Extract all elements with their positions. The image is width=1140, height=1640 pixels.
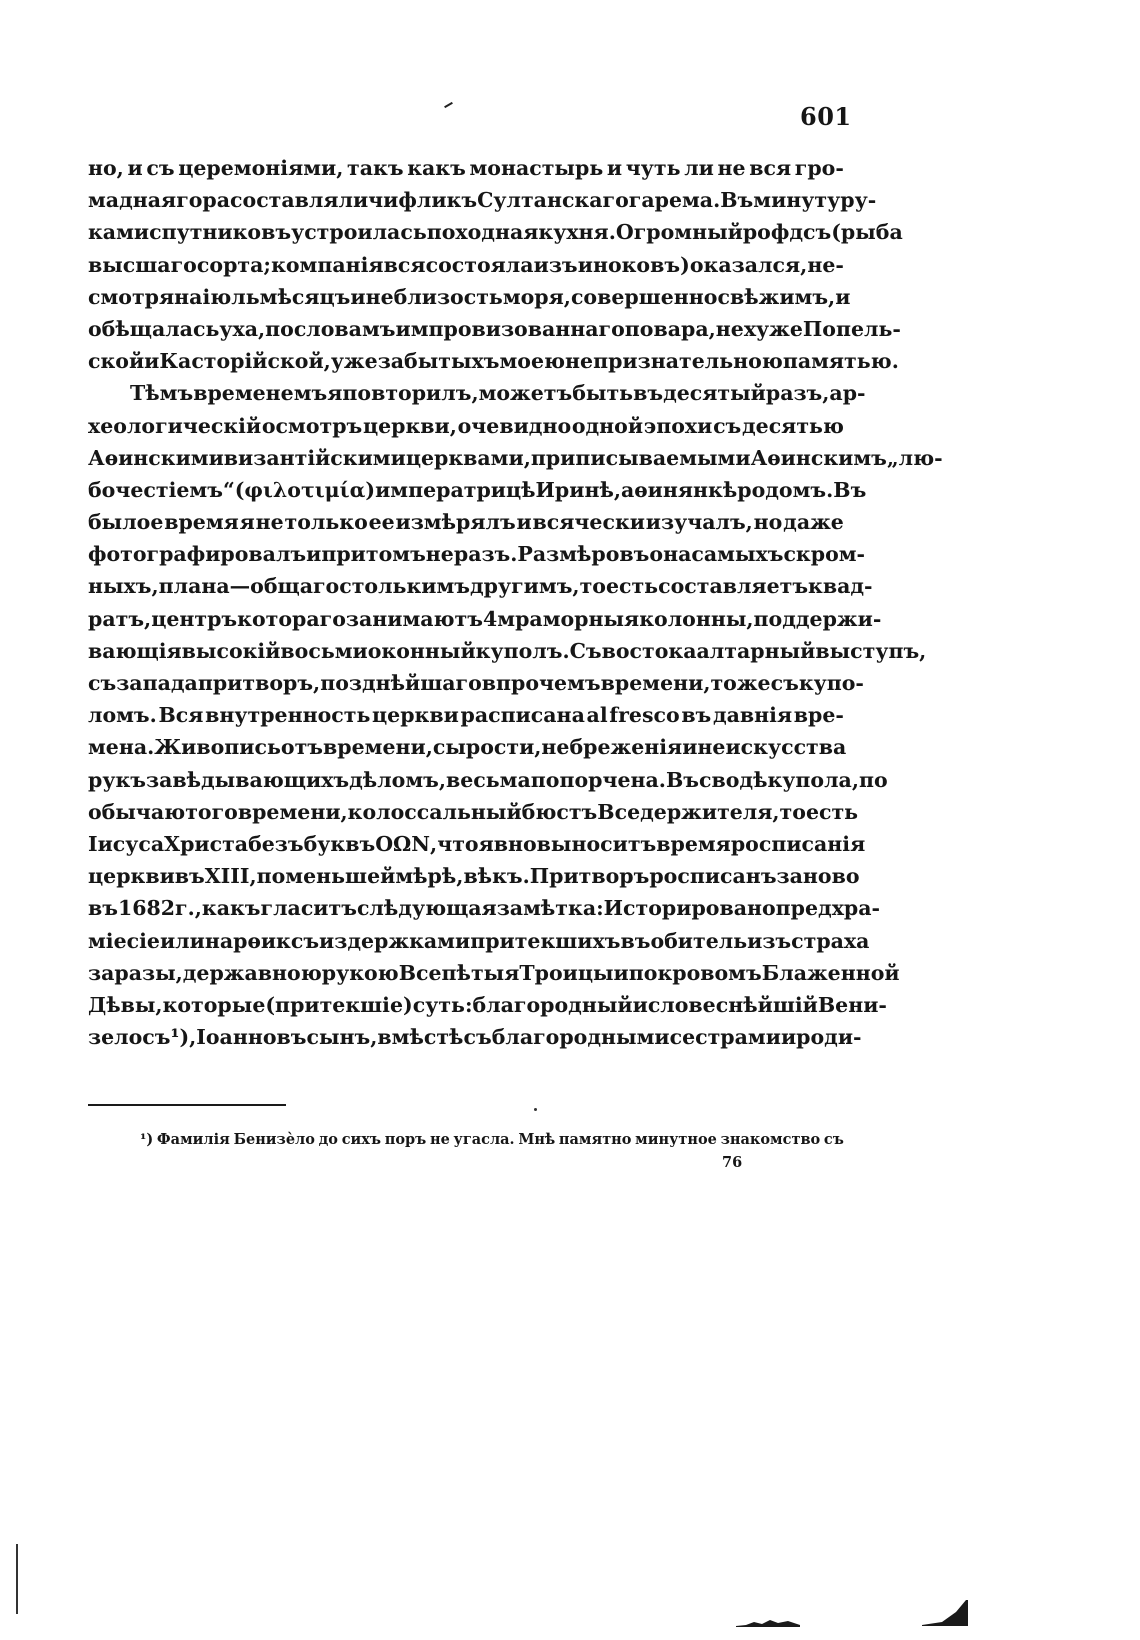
text-line: ныхъ, плана — общаго столькимъ другимъ, то есть составляетъ квад- [88, 574, 873, 599]
text-line: міе сіе или нарѳиксъ издержками притекшихъ въ обитель изъ страха [88, 928, 870, 953]
text-line: но, и съ церемоніями, такъ какъ монастырь и чуть ли не вся гро- [88, 156, 844, 180]
text-line: ками спутниковъ устроилась походная кухня. Огромный рофдсъ (рыба [88, 220, 903, 245]
text-line: обычаю того времени, колоссальный бюстъ Вседержителя, то есть [88, 799, 859, 824]
text-line: высшаго сорта; компанія вся состояла изъ иноковъ) оказался, не- [88, 252, 844, 277]
text-line: ратъ, центръ котораго занимаютъ 4 мраморныя колонны, поддержи- [88, 606, 882, 631]
text-line: Тѣмъ временемъ я повторилъ, можетъ быть въ десятый разъ, ар- [130, 381, 866, 406]
text-line: фотографировалъ и притомъ не разъ. Размѣровъ она самыхъ скром- [88, 542, 866, 567]
text-line: съ запада притворъ, позднѣйшаго впрочемъ времени, тоже съ купо- [88, 671, 864, 695]
text-line: вающія высокій восьмиоконный куполъ. Съ востока алтарный выступъ, [88, 638, 927, 663]
scan-blot [922, 1600, 968, 1626]
text-line: Іисуса Христа безъ буквъ ΟΩΝ, что явно выноситъ время росписанія [88, 831, 866, 856]
text-line: хеологическій осмотръ церкви, очевидно одной эпохи съ десятью [88, 413, 844, 438]
text-line: въ 1682 г., какъ гласитъ слѣдующая замѣтка: Историровано предхра- [88, 896, 881, 921]
text-line: Дѣвы, которые (притекшіе) суть: благородный и словеснѣйшій Вени- [88, 992, 887, 1017]
footnote: ¹) Фамилія Бенизѐло до сихъ поръ не угасла. Мнѣ памятно минутное знакомство съ [140, 1131, 844, 1148]
page-number: 601 [800, 102, 852, 131]
text-line: смотря на іюль мѣсяцъ и не близость моря, совершенно свѣжимъ, и [88, 284, 851, 309]
text-line: зелосъ ¹), Іоанновъ сынъ, вмѣстѣ съ благородными сестрами и роди- [88, 1025, 862, 1050]
body-text [88, 152, 943, 1053]
text-line: рукъ завѣдывающихъ дѣломъ, весьма попорчена. Въ сводѣ купола, по [88, 767, 888, 792]
text-line: бочестіемъ“ (φιλοτιμία) императрицѣ Иринѣ, аѳинянкѣ родомъ. Въ [88, 477, 867, 502]
signature-mark: 76 [722, 1154, 743, 1171]
text-line: ломъ. Вся внутренность церкви расписана al fresco въ давнія вре- [88, 703, 844, 728]
text-line: заразы, державною рукою Всепѣтыя Троицы и покровомъ Блаженной [88, 960, 900, 985]
footnote-divider [88, 1104, 286, 1106]
scan-blot [736, 1619, 800, 1627]
text-line: былое время я не только ее измѣрялъ и всячески изучалъ, но даже [88, 510, 844, 535]
text-line: церкви въ XIII, по меньшей мѣрѣ, вѣкъ. Притворъ росписанъ заново [88, 864, 860, 889]
scan-speck [534, 1108, 537, 1111]
scan-mark [444, 102, 453, 108]
text-line: обѣщалась уха, по словамъ импровизованнаго повара, не хуже Попель- [88, 316, 901, 341]
text-line: мена. Живопись отъ времени, сырости, небреженія и неискусства [88, 735, 847, 760]
text-line: Аѳинскими византійскими церквами, приписываемыми Аѳинскимъ „лю- [88, 445, 943, 470]
scan-edge-line [16, 1544, 18, 1614]
text-line: мадная гора составляли чифликъ Султанскаго гарема. Въ минуту ру- [88, 188, 877, 213]
text-line: ской и Касторійской, уже забытыхъ моею непризнательною памятью. [88, 349, 899, 374]
